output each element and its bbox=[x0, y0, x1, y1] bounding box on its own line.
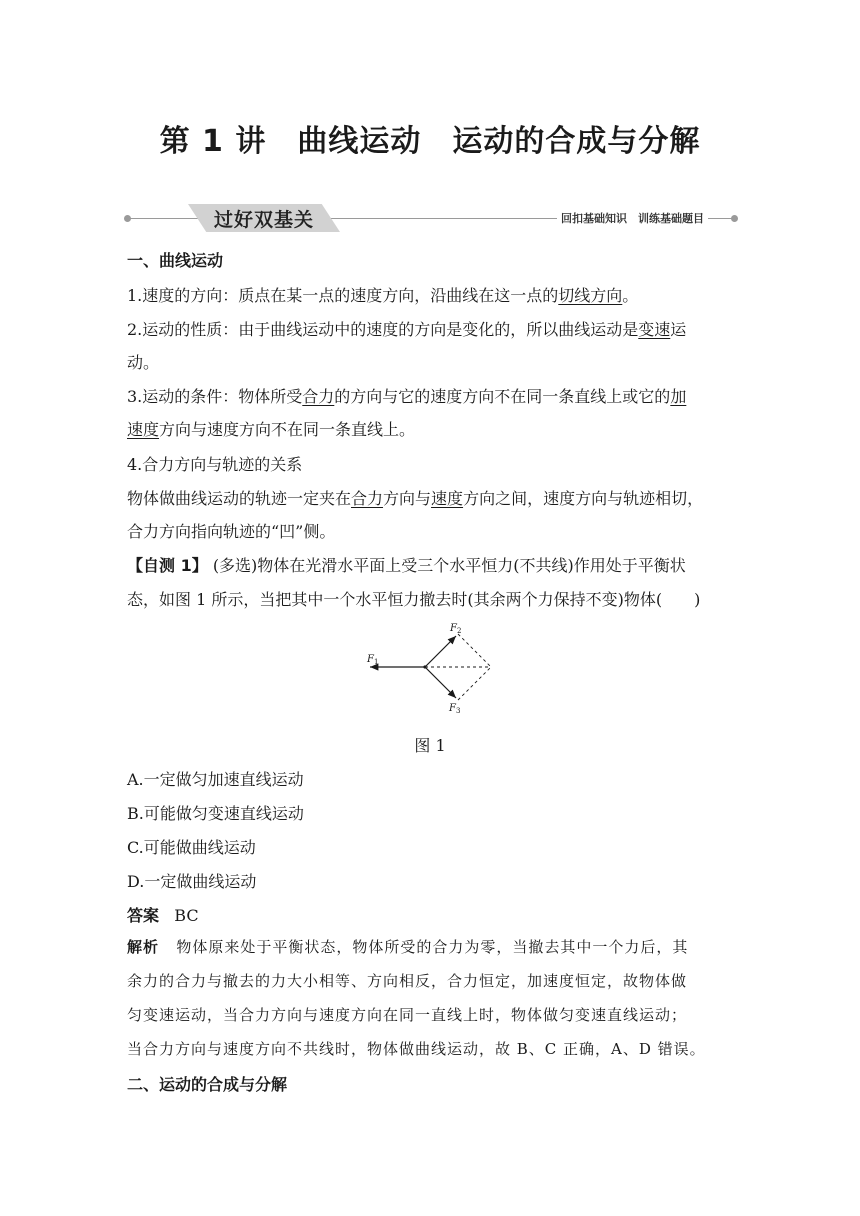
banner-tab-label: 过好双基关 bbox=[213, 209, 314, 231]
section1-heading: 一、曲线运动 bbox=[127, 251, 224, 270]
explain-line4: 当合力方向与速度方向不共线时，物体做曲线运动，故 B、C 正确，A、D 错误。 bbox=[127, 1040, 706, 1058]
item2-line1 bbox=[127, 317, 737, 340]
answer-value: BC bbox=[174, 906, 199, 925]
item4-post: 方向之间，速度方向与轨迹相切， bbox=[463, 489, 704, 508]
dashed-parallel-top bbox=[458, 634, 491, 667]
explain-line2: 余力的合力与撤去的力大小相等、方向相反，合力恒定，加速度恒定，故物体做 bbox=[127, 972, 688, 990]
item1-pre: 1.速度的方向：质点在某一点的速度方向，沿曲线在这一点的 bbox=[127, 286, 559, 305]
item4-line1 bbox=[127, 486, 737, 509]
f2-label: $F_2$ bbox=[450, 623, 462, 635]
answer-label: 答案 bbox=[127, 906, 160, 925]
item1 bbox=[127, 283, 737, 306]
option-b: B.可能做匀变速直线运动 bbox=[127, 804, 304, 823]
force-diagram-svg bbox=[360, 620, 500, 720]
item3-mid: 的方向与它的速度方向不在同一条直线上或它的 bbox=[334, 387, 671, 406]
item3-underlined-1: 合力 bbox=[302, 387, 335, 406]
figure-caption: 图 1 bbox=[414, 736, 446, 755]
item3-line1 bbox=[127, 384, 737, 407]
test-label: 【自测 1】 bbox=[127, 556, 208, 575]
option-a: A.一定做匀加速直线运动 bbox=[127, 770, 304, 789]
force-origin bbox=[423, 665, 426, 668]
banner-dot-right bbox=[731, 215, 738, 222]
explain-line1 bbox=[127, 936, 737, 957]
section-banner bbox=[126, 202, 736, 236]
test-line2: 态，如图 1 所示，当把其中一个水平恒力撤去时(其余两个力保持不变)物体( ) bbox=[127, 590, 701, 609]
banner-dot-left bbox=[124, 215, 131, 222]
item3-post: 方向与速度方向不在同一条直线上。 bbox=[159, 420, 416, 439]
answer-line bbox=[127, 903, 737, 926]
f1-label: $F_1$ bbox=[367, 654, 379, 666]
explain-line3: 匀变速运动，当合力方向与速度方向在同一直线上时，物体做匀变速直线运动； bbox=[127, 1006, 688, 1024]
item4-mid: 方向与 bbox=[383, 489, 432, 508]
f2-arrow bbox=[425, 636, 456, 667]
item2-line2: 动。 bbox=[127, 353, 160, 372]
f3-arrow bbox=[425, 667, 456, 698]
section2-heading: 二、运动的合成与分解 bbox=[127, 1075, 288, 1094]
force-diagram bbox=[360, 620, 500, 720]
item3-underlined-2b: 速度 bbox=[127, 420, 160, 439]
item2-underlined: 变速 bbox=[638, 320, 671, 339]
f3-label: $F_3$ bbox=[449, 703, 461, 715]
page-title: 第 1 讲 曲线运动 运动的合成与分解 bbox=[159, 124, 701, 159]
item1-underlined: 切线方向 bbox=[558, 286, 623, 305]
option-c: C.可能做曲线运动 bbox=[127, 838, 256, 857]
explain-text-1: 物体原来处于平衡状态，物体所受的合力为零，当撤去其中一个力后，其 bbox=[176, 938, 689, 956]
item1-post: 。 bbox=[622, 286, 639, 305]
item3-pre: 3.运动的条件：物体所受 bbox=[127, 387, 303, 406]
item4-underlined-2: 速度 bbox=[431, 489, 464, 508]
item4-pre: 物体做曲线运动的轨迹一定夹在 bbox=[127, 489, 352, 508]
item4-heading: 4.合力方向与轨迹的关系 bbox=[127, 455, 303, 474]
test-text-1: (多选)物体在光滑水平面上受三个水平恒力(不共线)作用处于平衡状 bbox=[212, 556, 686, 575]
dashed-parallel-bottom bbox=[458, 667, 491, 700]
test-line1 bbox=[127, 553, 737, 576]
explain-label: 解析 bbox=[127, 938, 160, 956]
item2-pre: 2.运动的性质：由于曲线运动中的速度的方向是变化的，所以曲线运动是 bbox=[127, 320, 639, 339]
item3-underlined-2a: 加 bbox=[670, 387, 687, 406]
item4-underlined-1: 合力 bbox=[351, 489, 384, 508]
banner-right-text: 回扣基础知识 训练基础题目 bbox=[557, 210, 708, 226]
item2-tail: 运 bbox=[670, 320, 687, 339]
item4-line2: 合力方向指向轨迹的“凹”侧。 bbox=[127, 522, 336, 541]
item3-line2 bbox=[127, 417, 737, 440]
option-d: D.一定做曲线运动 bbox=[127, 872, 257, 891]
